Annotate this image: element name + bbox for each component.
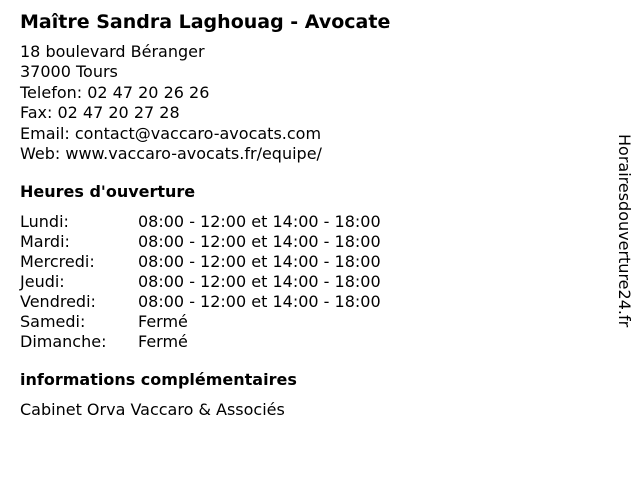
day-label: Vendredi: bbox=[20, 292, 96, 312]
hours-value: 08:00 - 12:00 et 14:00 - 18:00 bbox=[138, 272, 381, 292]
contact-block bbox=[20, 42, 600, 164]
hours-row-tuesday bbox=[20, 232, 381, 252]
hours-row-saturday bbox=[20, 312, 381, 332]
day-label: Lundi: bbox=[20, 212, 69, 232]
hours-row-wednesday bbox=[20, 252, 381, 272]
hours-value: 08:00 - 12:00 et 14:00 - 18:00 bbox=[138, 232, 381, 252]
business-name: Maître Sandra Laghouag - Avocate bbox=[20, 11, 391, 33]
hours-value: Fermé bbox=[138, 332, 188, 352]
source-watermark: Horairesdouverture24.fr bbox=[615, 134, 634, 328]
hours-row-friday bbox=[20, 292, 381, 312]
hours-value: 08:00 - 12:00 et 14:00 - 18:00 bbox=[138, 252, 381, 272]
website-url: Web: www.vaccaro-avocats.fr/equipe/ bbox=[20, 144, 322, 164]
address-street: 18 boulevard Béranger bbox=[20, 42, 205, 61]
day-label: Samedi: bbox=[20, 312, 86, 332]
opening-hours-heading: Heures d'ouverture bbox=[20, 182, 196, 202]
business-card bbox=[20, 10, 600, 421]
additional-info-heading: informations complémentaires bbox=[20, 370, 297, 390]
hours-row-sunday bbox=[20, 332, 381, 352]
email-address: Email: contact@vaccaro-avocats.com bbox=[20, 123, 322, 143]
hours-value: 08:00 - 12:00 et 14:00 - 18:00 bbox=[138, 212, 381, 232]
opening-hours-table bbox=[20, 212, 381, 352]
hours-row-thursday bbox=[20, 272, 381, 292]
day-label: Dimanche: bbox=[20, 332, 107, 352]
additional-info-text: Cabinet Orva Vaccaro & Associés bbox=[20, 400, 285, 420]
address-city: 37000 Tours bbox=[20, 62, 118, 82]
hours-value: Fermé bbox=[138, 312, 188, 332]
day-label: Jeudi: bbox=[20, 272, 65, 292]
hours-value: 08:00 - 12:00 et 14:00 - 18:00 bbox=[138, 292, 381, 312]
day-label: Mercredi: bbox=[20, 252, 95, 272]
hours-row-monday bbox=[20, 212, 381, 232]
phone-number: Telefon: 02 47 20 26 26 bbox=[20, 82, 210, 102]
fax-number: Fax: 02 47 20 27 28 bbox=[20, 103, 180, 123]
day-label: Mardi: bbox=[20, 232, 70, 252]
